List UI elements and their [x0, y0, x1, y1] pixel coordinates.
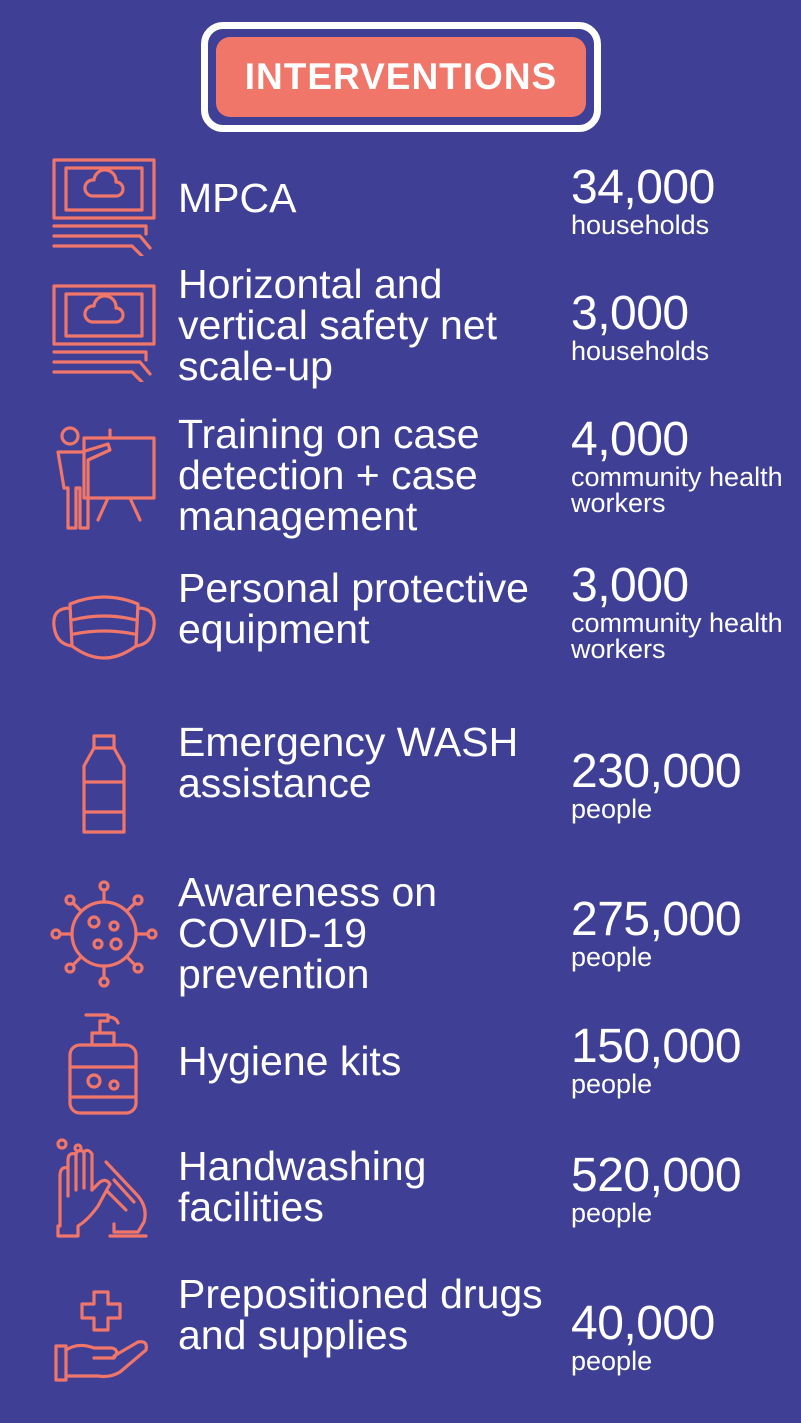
value-unit: people	[571, 794, 653, 824]
value-unit: community health workers	[571, 462, 783, 518]
trainer-board-icon	[48, 422, 160, 532]
intervention-row-prepositioned-drugs	[0, 1270, 801, 1410]
intervention-value	[571, 161, 796, 240]
intervention-row-handwashing	[0, 1130, 801, 1260]
intervention-label: Prepositioned drugs and supplies	[178, 1271, 543, 1358]
value-unit: households	[571, 210, 710, 240]
value-number: 4,000	[571, 413, 689, 466]
intervention-value	[571, 893, 796, 972]
water-bottle-icon	[48, 732, 160, 838]
intervention-label: Training on case detection + case management	[178, 411, 480, 539]
intervention-label: Horizontal and vertical safety net scale-up	[178, 261, 498, 389]
value-unit: people	[571, 942, 653, 972]
value-number: 3,000	[571, 287, 689, 340]
value-number: 520,000	[571, 1149, 742, 1202]
intervention-value	[571, 1149, 796, 1228]
soap-dispenser-icon	[48, 1007, 160, 1117]
cash-icon	[48, 156, 160, 256]
value-unit: community health workers	[571, 608, 783, 664]
value-number: 150,000	[571, 1020, 742, 1073]
title-badge	[201, 22, 601, 132]
intervention-row-wash	[0, 720, 801, 850]
value-unit: people	[571, 1069, 653, 1099]
intervention-value	[571, 559, 796, 664]
intervention-value	[571, 745, 796, 824]
intervention-row-safety-net	[0, 262, 801, 392]
intervention-row-hygiene-kits	[0, 1005, 801, 1120]
intervention-label: Emergency WASH assistance	[178, 719, 519, 806]
intervention-row-mpca	[0, 150, 801, 260]
value-number: 34,000	[571, 161, 715, 214]
title-pill	[216, 37, 586, 117]
cash-icon	[48, 282, 160, 382]
intervention-label: Hygiene kits	[178, 1038, 402, 1084]
value-number: 230,000	[571, 745, 742, 798]
page-title: INTERVENTIONS	[244, 56, 558, 97]
value-unit: people	[571, 1198, 653, 1228]
intervention-value	[571, 1297, 796, 1376]
value-unit: households	[571, 336, 710, 366]
face-mask-icon	[48, 590, 160, 670]
intervention-row-covid-awareness	[0, 870, 801, 1000]
virus-icon	[48, 878, 160, 990]
intervention-value	[571, 287, 796, 366]
intervention-label: Handwashing facilities	[178, 1143, 427, 1230]
intervention-label: MPCA	[178, 175, 297, 221]
intervention-label: Awareness on COVID-19 prevention	[178, 869, 438, 997]
value-number: 3,000	[571, 559, 689, 612]
value-number: 40,000	[571, 1297, 715, 1350]
intervention-value	[571, 413, 796, 518]
intervention-row-training	[0, 412, 801, 542]
intervention-row-ppe	[0, 559, 801, 702]
value-unit: people	[571, 1346, 653, 1376]
intervention-value	[571, 1020, 796, 1099]
value-number: 275,000	[571, 893, 742, 946]
hand-medical-cross-icon	[48, 1284, 160, 1384]
intervention-label: Personal protective equipment	[178, 565, 529, 652]
handwashing-icon	[48, 1136, 160, 1242]
